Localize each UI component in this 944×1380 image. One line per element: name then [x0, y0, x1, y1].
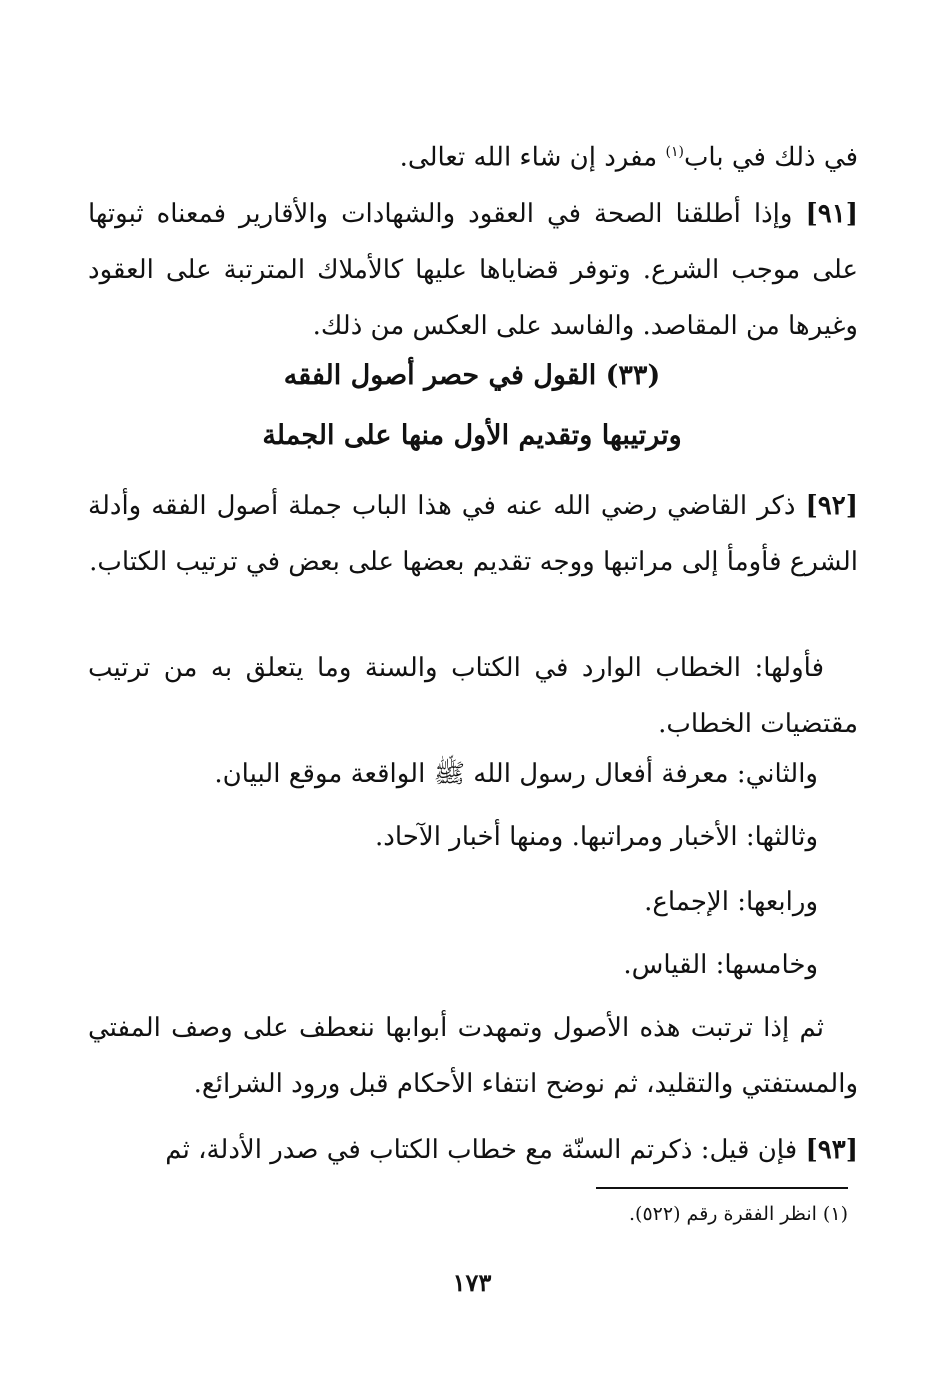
list-item: ورابعها: الإجماع. [644, 887, 818, 917]
page-number: ١٧٣ [452, 1268, 492, 1297]
paragraph-text: ثم إذا ترتبت هذه الأصول وتمهدت أبوابها ننعطف على وصف المفتي والمستفتي والتقليد، ثم نوضح انتفاء الأحكام قبل ورود الشرائع. [88, 1013, 858, 1099]
paragraph-text: فإن قيل: ذكرتم السنّة مع خطاب الكتاب في صدر الأدلة، ثم [165, 1135, 806, 1165]
continuation-text: في ذلك في باب [683, 142, 858, 173]
paragraph-93 [88, 1122, 858, 1178]
section-heading-line-2: وترتيبها وتقديم الأول منها على الجملة [262, 420, 682, 451]
continuation-paragraph [88, 124, 858, 186]
paragraph-text: فأولها: الخطاب الوارد في الكتاب والسنة وما يتعلق به من ترتيب مقتضيات الخطاب. [88, 653, 858, 739]
paragraph-text: ذكر القاضي رضي الله عنه في هذا الباب جملة أصول الفقه وأدلة الشرع فأومأ إلى مراتبها ووجه تقديم بعضها على بعض في ترتيب الكتاب. [88, 491, 858, 577]
section-heading-line-1: (٣٣) القول في حصر أصول الفقه [283, 360, 661, 391]
paragraph-92 [88, 478, 858, 590]
footnote-reference: (١) [665, 144, 684, 160]
list-item: والثاني: معرفة أفعال رسول الله ﷺ الواقعة موقع البيان. [214, 759, 818, 789]
closing-paragraph [88, 1000, 858, 1112]
first-source-paragraph [88, 640, 858, 752]
list-item: وثالثها: الأخبار ومراتبها. ومنها أخبار الآحاد. [375, 822, 818, 852]
paragraph-number: [٩٢] [805, 491, 858, 521]
paragraph-text: وإذا أطلقنا الصحة في العقود والشهادات والأقارير فمعناه ثبوتها على موجب الشرع. وتوفر قضاياها عليها كالأملاك المترتبة على العقود وغيرها من المقاصد. والفاسد على العكس من ذلك. [88, 199, 858, 341]
paragraph-number: [٩١] [805, 199, 858, 229]
footnote-divider [596, 1187, 848, 1189]
footnote: (١) انظر الفقرة رقم (٥٢٢). [629, 1203, 848, 1225]
paragraph-91 [88, 186, 858, 354]
paragraph-number: [٩٣] [805, 1135, 858, 1165]
list-item: وخامسها: القياس. [623, 950, 818, 980]
continuation-text-end: مفرد إن شاء الله تعالى. [399, 142, 666, 173]
